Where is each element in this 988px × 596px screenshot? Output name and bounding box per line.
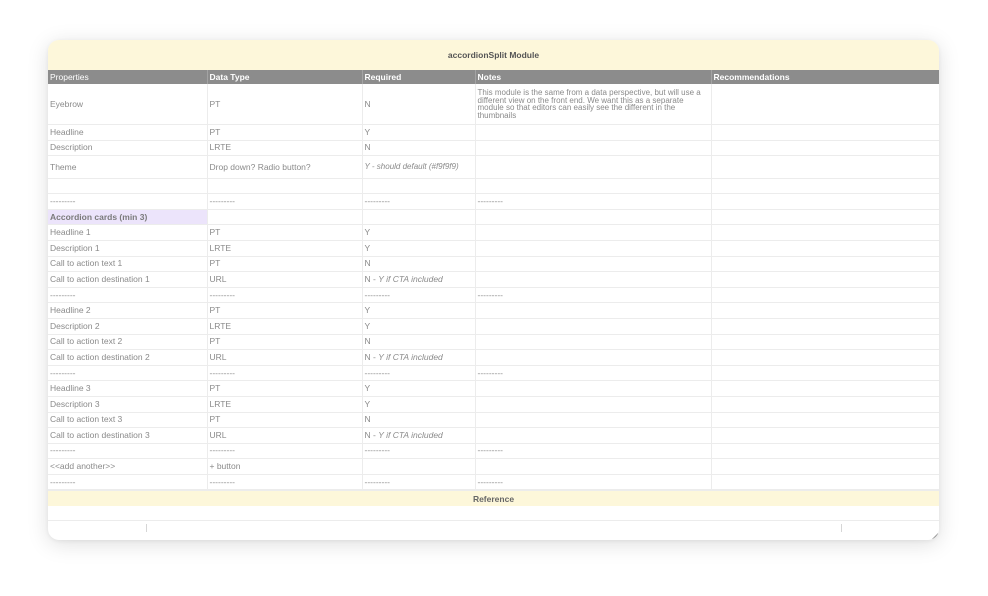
data-type-cell[interactable]: URL [207,350,362,366]
required-cell[interactable]: Y - should default (#f9f9f9) [362,156,475,179]
property-cell[interactable]: Call to action destination 3 [48,428,207,444]
scroll-divider-left [146,524,147,532]
module-title-bar [48,40,939,70]
properties-table [48,70,939,490]
required-cell[interactable]: N [362,84,475,125]
reference-bar [48,490,939,506]
table-row [48,84,939,125]
table-row [48,287,939,303]
data-type-cell[interactable]: PT [207,334,362,350]
notes-cell[interactable] [475,240,711,256]
table-row [48,125,939,141]
data-type-cell[interactable]: PT [207,381,362,397]
property-cell[interactable]: Description 2 [48,318,207,334]
data-type-cell[interactable]: LRTE [207,396,362,412]
table-row [48,209,939,225]
property-cell[interactable]: --------- [48,194,207,210]
required-cell[interactable]: Y [362,396,475,412]
recommendations-cell[interactable] [711,272,939,288]
required-cell[interactable]: Y [362,225,475,241]
column-header-required[interactable]: Required [362,70,475,84]
table-row [48,381,939,397]
column-header-data-type[interactable]: Data Type [207,70,362,84]
column-header-notes[interactable]: Notes [475,70,711,84]
property-cell[interactable]: Description 3 [48,396,207,412]
property-cell[interactable]: Call to action destination 1 [48,272,207,288]
property-cell[interactable]: Headline 2 [48,303,207,319]
recommendations-cell[interactable] [711,225,939,241]
property-cell[interactable] [48,179,207,194]
notes-cell[interactable]: --------- [475,474,711,490]
data-type-cell[interactable]: PT [207,412,362,428]
module-title: accordionSplit Module [447,50,540,60]
data-type-cell[interactable]: PT [207,225,362,241]
data-type-cell[interactable] [207,209,362,225]
notes-cell[interactable] [475,225,711,241]
data-type-cell[interactable]: --------- [207,365,362,381]
recommendations-cell[interactable] [711,318,939,334]
required-cell[interactable]: --------- [362,365,475,381]
data-type-cell[interactable] [207,179,362,194]
scroll-divider-right [841,524,842,532]
notes-cell[interactable] [475,256,711,272]
recommendations-cell[interactable] [711,84,939,125]
recommendations-cell[interactable] [711,209,939,225]
required-cell[interactable]: N [362,412,475,428]
table-row [48,256,939,272]
data-type-cell[interactable]: PT [207,84,362,125]
notes-cell[interactable]: --------- [475,287,711,303]
recommendations-cell[interactable] [711,156,939,179]
required-cell[interactable]: --------- [362,194,475,210]
table-body [48,84,939,490]
required-cell[interactable]: --------- [362,474,475,490]
property-cell[interactable]: --------- [48,443,207,459]
required-cell[interactable]: Y [362,303,475,319]
header-row [48,70,939,84]
reference-label: Reference [472,493,515,504]
notes-cell[interactable] [475,459,711,475]
data-type-cell[interactable]: --------- [207,443,362,459]
required-cell[interactable]: Y [362,318,475,334]
recommendations-cell[interactable] [711,125,939,141]
required-cell[interactable] [362,179,475,194]
table-row [48,318,939,334]
table-row [48,350,939,366]
resize-grip-icon[interactable] [932,533,938,539]
recommendations-cell[interactable] [711,179,939,194]
required-cell[interactable]: Y [362,240,475,256]
table-row [48,428,939,444]
table-row [48,334,939,350]
required-cell[interactable]: N [362,256,475,272]
table-row [48,156,939,179]
recommendations-cell[interactable] [711,140,939,156]
property-cell[interactable]: --------- [48,474,207,490]
recommendations-cell[interactable] [711,474,939,490]
data-type-cell[interactable]: PT [207,303,362,319]
data-type-cell[interactable]: URL [207,428,362,444]
notes-cell[interactable] [475,209,711,225]
data-type-cell[interactable]: --------- [207,287,362,303]
property-cell[interactable]: Headline 1 [48,225,207,241]
spreadsheet-card [48,40,939,540]
notes-cell[interactable] [475,140,711,156]
notes-cell[interactable]: --------- [475,194,711,210]
recommendations-cell[interactable] [711,381,939,397]
notes-cell[interactable] [475,396,711,412]
table-row [48,225,939,241]
recommendations-cell[interactable] [711,303,939,319]
recommendations-cell[interactable] [711,459,939,475]
data-type-cell[interactable]: LRTE [207,318,362,334]
data-type-cell[interactable]: LRTE [207,140,362,156]
property-cell[interactable]: Accordion cards (min 3) [48,209,207,225]
property-cell[interactable]: Headline 3 [48,381,207,397]
data-type-cell[interactable]: Drop down? Radio button? [207,156,362,179]
recommendations-cell[interactable] [711,443,939,459]
notes-cell[interactable] [475,318,711,334]
data-type-cell[interactable]: --------- [207,474,362,490]
notes-cell[interactable]: --------- [475,365,711,381]
required-cell[interactable]: N [362,334,475,350]
notes-cell[interactable]: This module is the same from a data perspective, but will use a different view on the front end. We want this as a separate module so that editors can easily see the different in the thumbnails [475,84,711,125]
notes-cell[interactable] [475,334,711,350]
column-header-properties[interactable]: Properties [48,70,207,84]
property-cell[interactable]: Call to action destination 2 [48,350,207,366]
notes-cell[interactable] [475,303,711,319]
property-cell[interactable]: Call to action text 2 [48,334,207,350]
property-cell[interactable]: Call to action text 3 [48,412,207,428]
recommendations-cell[interactable] [711,256,939,272]
recommendations-cell[interactable] [711,240,939,256]
table-row [48,240,939,256]
property-cell[interactable]: --------- [48,287,207,303]
property-cell[interactable]: Eyebrow [48,84,207,125]
empty-row[interactable] [48,506,939,521]
recommendations-cell[interactable] [711,334,939,350]
required-cell[interactable]: --------- [362,443,475,459]
property-cell[interactable]: Call to action text 1 [48,256,207,272]
table-row [48,303,939,319]
required-cell[interactable]: Y [362,125,475,141]
required-cell[interactable]: N [362,140,475,156]
recommendations-cell[interactable] [711,350,939,366]
required-cell[interactable]: N - Y if CTA included [362,272,475,288]
recommendations-cell[interactable] [711,194,939,210]
table-row [48,459,939,475]
recommendations-cell[interactable] [711,412,939,428]
property-cell[interactable]: <<add another>> [48,459,207,475]
data-type-cell[interactable]: LRTE [207,240,362,256]
table-row [48,194,939,210]
table-row [48,272,939,288]
data-type-cell[interactable]: + button [207,459,362,475]
recommendations-cell[interactable] [711,396,939,412]
notes-cell[interactable] [475,179,711,194]
table-row [48,396,939,412]
data-type-cell[interactable]: PT [207,256,362,272]
required-cell[interactable]: N - Y if CTA included [362,428,475,444]
table-row [48,179,939,194]
data-type-cell[interactable]: --------- [207,194,362,210]
required-cell[interactable] [362,209,475,225]
notes-cell[interactable] [475,272,711,288]
table-row [48,474,939,490]
notes-cell[interactable] [475,125,711,141]
table-row [48,140,939,156]
column-header-recommendations[interactable]: Recommendations [711,70,939,84]
recommendations-cell[interactable] [711,428,939,444]
data-type-cell[interactable]: URL [207,272,362,288]
notes-cell[interactable] [475,412,711,428]
required-cell[interactable] [362,459,475,475]
property-cell[interactable]: Theme [48,156,207,179]
property-cell[interactable]: Description [48,140,207,156]
table-row [48,443,939,459]
table-row [48,365,939,381]
notes-cell[interactable] [475,428,711,444]
data-type-cell[interactable]: PT [207,125,362,141]
notes-cell[interactable]: --------- [475,443,711,459]
notes-cell[interactable] [475,381,711,397]
recommendations-cell[interactable] [711,365,939,381]
property-cell[interactable]: Headline [48,125,207,141]
required-cell[interactable]: Y [362,381,475,397]
recommendations-cell[interactable] [711,287,939,303]
property-cell[interactable]: Description 1 [48,240,207,256]
required-cell[interactable]: --------- [362,287,475,303]
required-cell[interactable]: N - Y if CTA included [362,350,475,366]
notes-cell[interactable] [475,156,711,179]
table-row [48,412,939,428]
notes-cell[interactable] [475,350,711,366]
property-cell[interactable]: --------- [48,365,207,381]
horizontal-scroll-strip[interactable] [48,521,939,535]
